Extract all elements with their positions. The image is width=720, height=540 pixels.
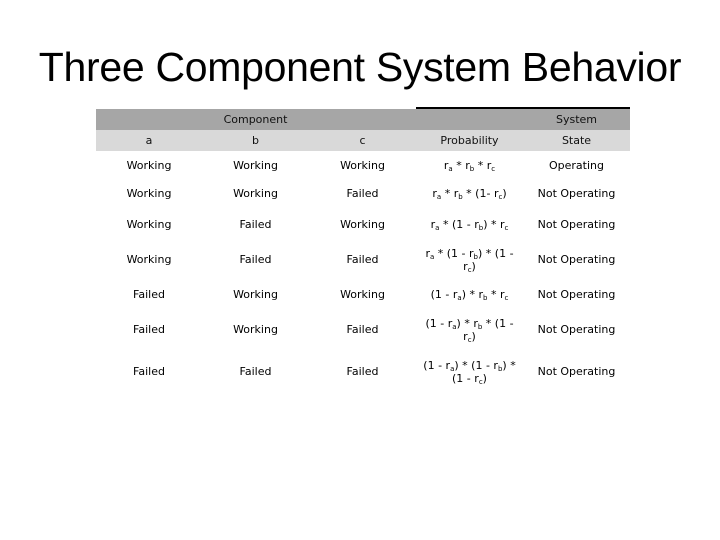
- probability-formula: $r_a * (1 - r_b) * (1 - r_c)$: [425, 246, 514, 274]
- table-header-top: [96, 109, 630, 130]
- table-row: [96, 207, 630, 242]
- header-component: Component: [223, 113, 288, 126]
- header-state: State: [561, 134, 592, 147]
- cell-state: Not Operating: [537, 365, 616, 378]
- header-top-blank-prob: [416, 109, 523, 130]
- table-row: [96, 312, 630, 347]
- cell-b: Working: [233, 186, 278, 200]
- header-a: a: [145, 134, 153, 147]
- cell-b: Failed: [239, 365, 272, 378]
- system-behavior-table: [96, 109, 630, 396]
- cell-b: Failed: [239, 218, 272, 231]
- probability-formula: $r_a * (1 - r_b) * r_c$: [430, 218, 509, 232]
- cell-a: Failed: [133, 288, 165, 301]
- cell-state: Not Operating: [537, 323, 616, 336]
- cell-state: Not Operating: [537, 253, 616, 266]
- cell-probability: [416, 242, 523, 277]
- header-probability: Probability: [440, 134, 499, 147]
- cell-state: Operating: [549, 158, 604, 172]
- cell-b: Failed: [239, 253, 272, 266]
- cell-b: Working: [233, 288, 278, 301]
- cell-probability: [416, 179, 523, 207]
- table-row: [96, 242, 630, 277]
- cell-a: Working: [126, 186, 172, 200]
- table-row: [96, 347, 630, 396]
- cell-probability: [416, 151, 523, 179]
- cell-c: Working: [340, 218, 385, 231]
- cell-probability: [416, 207, 523, 242]
- header-system: System: [555, 113, 598, 126]
- probability-formula: $r_a * r_b * r_c$: [443, 158, 496, 173]
- cell-b: Working: [233, 323, 278, 336]
- cell-probability: [416, 277, 523, 312]
- header-b: b: [252, 134, 259, 147]
- probability-formula: $r_a * r_b * (1-$ $r_c$): [432, 186, 507, 201]
- table-body: [96, 151, 630, 396]
- cell-probability: [416, 347, 523, 396]
- header-top-blank-a: [96, 109, 202, 130]
- cell-c: Failed: [346, 253, 379, 266]
- cell-a: Working: [126, 253, 172, 266]
- cell-probability: [416, 312, 523, 347]
- cell-state: Not Operating: [537, 288, 616, 301]
- probability-formula: $(1 - r_a) * r_b * r_c$: [430, 288, 509, 302]
- probability-formula: $(1 - r_a) * (1 - r_b) * (1 - r_c)$: [423, 358, 516, 386]
- cell-a: Failed: [133, 323, 165, 336]
- cell-b: Working: [233, 158, 278, 172]
- table-row: [96, 151, 630, 179]
- table-header-bottom: [96, 130, 630, 151]
- cell-a: Failed: [133, 365, 165, 378]
- cell-a: Working: [126, 158, 172, 172]
- header-c: c: [359, 134, 366, 147]
- cell-state: Not Operating: [537, 218, 616, 231]
- cell-c: Failed: [346, 186, 379, 200]
- table-row: [96, 277, 630, 312]
- cell-state: Not Operating: [537, 186, 616, 200]
- table-row: [96, 179, 630, 207]
- cell-c: Working: [340, 288, 385, 301]
- cell-a: Working: [126, 218, 172, 231]
- header-top-blank-c: [309, 109, 416, 130]
- slide-title: Three Component System Behavior: [38, 44, 682, 90]
- probability-formula: $(1 - r_a) * r_b * (1 - r_c)$: [425, 316, 514, 344]
- cell-c: Working: [340, 158, 385, 172]
- cell-c: Failed: [346, 365, 379, 378]
- cell-c: Failed: [346, 323, 379, 336]
